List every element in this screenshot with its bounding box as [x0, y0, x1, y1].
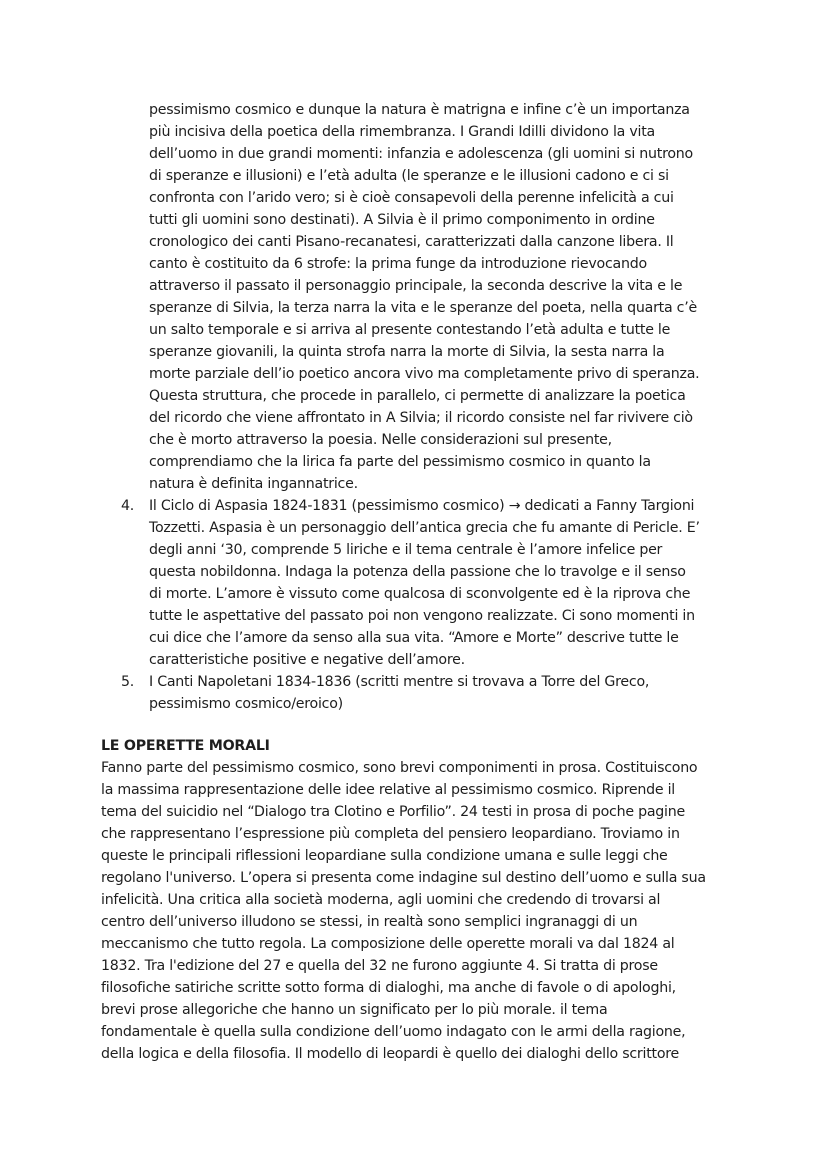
text-line: dell’uomo in due grandi momenti: infanzia e adolescenza (gli uomini si nutrono [149, 146, 693, 162]
text-line: filosofiche satiriche scritte sotto forma di dialoghi, ma anche di favole o di apologhi, [101, 980, 676, 996]
text-line: Il Ciclo di Aspasia 1824-1831 (pessimismo cosmico) → dedicati a Fanny Targioni [149, 498, 695, 514]
text-line: che rappresentano l’espressione più completa del pensiero leopardiano. Troviamo in [101, 826, 680, 842]
text-line: questa nobildonna. Indaga la potenza della passione che lo travolge e il senso [149, 564, 686, 580]
text-line: brevi prose allegoriche che hanno un significato per lo più morale. il tema [101, 1002, 608, 1018]
text-line: della logica e della filosofia. Il modello di leopardi è quello dei dialoghi dello scrittore [101, 1046, 679, 1062]
text-line: speranze di Silvia, la terza narra la vita e le speranze del poeta, nella quarta c’è [149, 300, 697, 316]
text-line: attraverso il passato il personaggio principale, la seconda descrive la vita e le [149, 278, 683, 294]
text-line: centro dell’universo illudono se stessi, in realtà sono semplici ingranaggi di un [101, 914, 638, 930]
text-line: regolano l'universo. L’opera si presenta come indagine sul destino dell’uomo e sulla sua [101, 870, 706, 886]
section-heading: LE OPERETTE MORALI [101, 738, 270, 754]
continuation-paragraph [149, 99, 828, 495]
text-line: natura è definita ingannatrice. [149, 476, 358, 492]
text-line: canto è costituito da 6 strofe: la prima funge da introduzione rievocando [149, 256, 647, 272]
text-line: 1832. Tra l'edizione del 27 e quella del 32 ne furono aggiunte 4. Si tratta di prose [101, 958, 658, 974]
text-line: un salto temporale e si arriva al presente contestando l’età adulta e tutte le [149, 322, 671, 338]
text-line: speranze giovanili, la quinta strofa narra la morte di Silvia, la sesta narra la [149, 344, 665, 360]
text-line: Questa struttura, che procede in parallelo, ci permette di analizzare la poetica [149, 388, 686, 404]
text-line: pessimismo cosmico e dunque la natura è matrigna e infine c’è un importanza [149, 102, 690, 118]
text-line: che è morto attraverso la poesia. Nelle considerazioni sul presente, [149, 432, 612, 448]
list-item-4 [121, 495, 828, 671]
text-line: di speranze e illusioni) e l’età adulta (le speranze e le illusioni cadono e ci si [149, 168, 669, 184]
text-line: fondamentale è quella sulla condizione dell’uomo indagato con le armi della ragione, [101, 1024, 686, 1040]
text-line: pessimismo cosmico/eroico) [149, 696, 343, 712]
text-line: cui dice che l’amore da senso alla sua vita. “Amore e Morte” descrive tutte le [149, 630, 679, 646]
list-number: 4. [121, 498, 135, 514]
text-line: tema del suicidio nel “Dialogo tra Clotino e Porfilio”. 24 testi in prosa di poche pagine [101, 804, 685, 820]
text-line: tutti gli uomini sono destinati). A Silvia è il primo componimento in ordine [149, 212, 655, 228]
list-number: 5. [121, 674, 135, 690]
text-line: meccanismo che tutto regola. La composizione delle operette morali va dal 1824 al [101, 936, 675, 952]
text-line: del ricordo che viene affrontato in A Silvia; il ricordo consiste nel far rivivere ciò [149, 410, 693, 426]
text-line: tutte le aspettative del passato poi non vengono realizzate. Ci sono momenti in [149, 608, 695, 624]
text-line: comprendiamo che la lirica fa parte del pessimismo cosmico in quanto la [149, 454, 651, 470]
text-line: caratteristiche positive e negative dell’amore. [149, 652, 465, 668]
text-line: queste le principali riflessioni leopardiane sulla condizione umana e sulle leggi che [101, 848, 668, 864]
text-line: confronta con l’arido vero; si è cioè consapevoli della perenne infelicità a cui [149, 190, 674, 206]
text-line: Fanno parte del pessimismo cosmico, sono brevi componimenti in prosa. Costituiscono [101, 760, 698, 776]
text-line: Tozzetti. Aspasia è un personaggio dell’antica grecia che fu amante di Pericle. E’ [149, 520, 700, 536]
section-paragraph [101, 757, 828, 1065]
text-line: più incisiva della poetica della rimembranza. I Grandi Idilli dividono la vita [149, 124, 655, 140]
text-line: infelicità. Una critica alla società moderna, agli uomini che credendo di trovarsi al [101, 892, 661, 908]
list-item-5 [121, 671, 828, 715]
text-line: morte parziale dell’io poetico ancora vivo ma completamente privo di speranza. [149, 366, 700, 382]
text-line: di morte. L’amore è vissuto come qualcosa di sconvolgente ed è la riprova che [149, 586, 691, 602]
text-line: cronologico dei canti Pisano-recanatesi, caratterizzati dalla canzone libera. Il [149, 234, 674, 250]
text-line: la massima rappresentazione delle idee relative al pessimismo cosmico. Riprende il [101, 782, 675, 798]
document-body [0, 99, 828, 1065]
text-line: degli anni ‘30, comprende 5 liriche e il tema centrale è l’amore infelice per [149, 542, 663, 558]
text-line: I Canti Napoletani 1834-1836 (scritti mentre si trovava a Torre del Greco, [149, 674, 650, 690]
